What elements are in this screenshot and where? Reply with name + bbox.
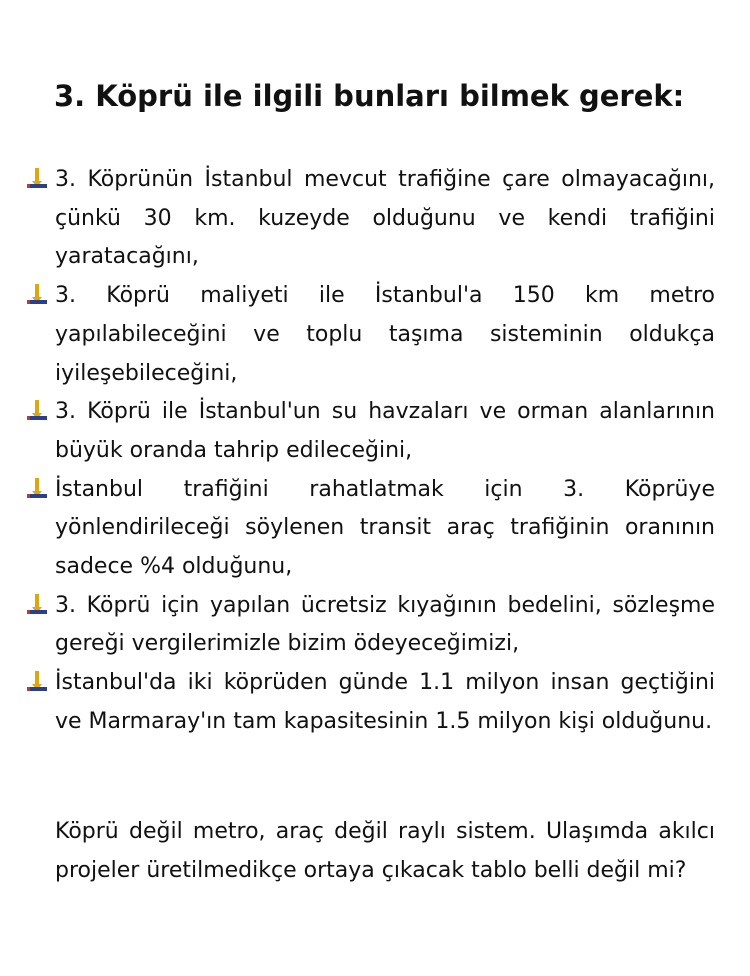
closing-paragraph: Köprü değil metro, araç değil raylı sistem. Ulaşımda akılcı projeler üretilmedikçe ortaya çıkacak tablo belli değil mi?	[55, 819, 715, 883]
list-item	[55, 664, 715, 741]
list-item-text: 3. Köprü için yapılan ücretsiz kıyağının bedelini, sözleşme gereği vergilerimizle bizim ödeyeceğimizi,	[55, 592, 715, 657]
arrow-cross-bullet-icon	[25, 399, 49, 423]
arrow-cross-bullet-icon	[25, 593, 49, 617]
list-item	[55, 161, 715, 277]
list-item	[55, 277, 715, 393]
arrow-cross-bullet-icon	[25, 167, 49, 191]
list-item-text: 3. Köprü ile İstanbul'un su havzaları ve orman alanlarının büyük oranda tahrip edileceğini,	[55, 399, 715, 463]
list-item	[55, 471, 715, 587]
list-item	[55, 393, 715, 470]
list-item-text: 3. Köprünün İstanbul mevcut trafiğine çare olmayacağını, çünkü 30 km. kuzeyde olduğunu ve kendi trafiğini yaratacağını,	[55, 167, 715, 270]
list-item-text: İstanbul'da iki köprüden günde 1.1 milyon insan geçtiğini ve Marmaray'ın tam kapasitesinin 1.5 milyon kişi olduğunu.	[55, 670, 715, 734]
list-item-text: 3. Köprü maliyeti ile İstanbul'a 150 km metro yapılabileceğini ve toplu taşıma sisteminin oldukça iyileşebileceğini,	[55, 283, 715, 386]
arrow-cross-bullet-icon	[25, 670, 49, 694]
list-item-text: İstanbul trafiğini rahatlatmak için 3. Köprüye yönlendirileceği söylenen transit araç trafiğinin oranının sadece %4 olduğunu,	[55, 476, 715, 580]
arrow-cross-bullet-icon	[25, 477, 49, 501]
bullet-list	[0, 161, 750, 742]
arrow-cross-bullet-icon	[25, 283, 49, 307]
list-item	[55, 587, 715, 664]
page-title: 3. Köprü ile ilgili bunları bilmek gerek:	[54, 79, 685, 113]
